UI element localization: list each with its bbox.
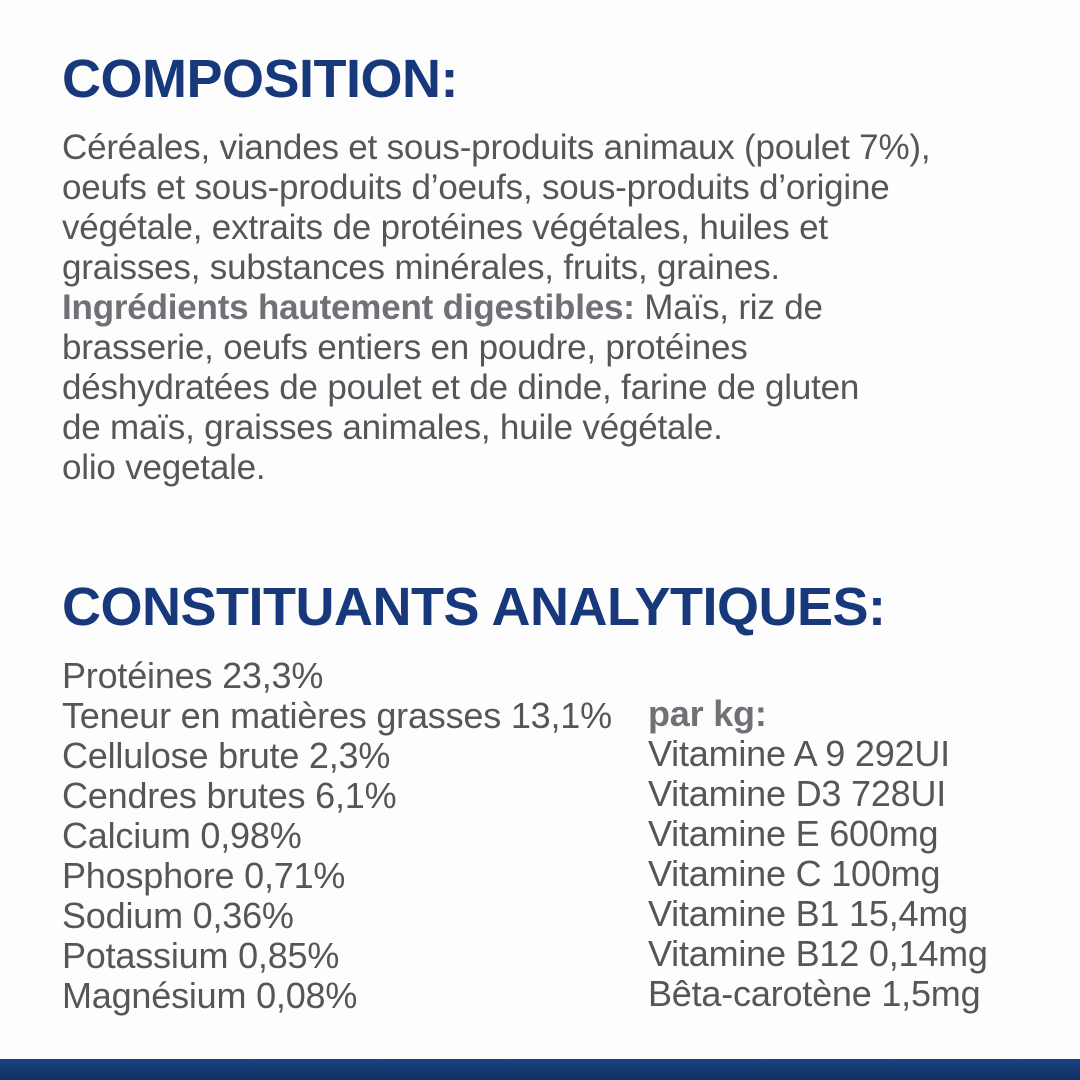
per-kg-vitamins-list xyxy=(648,694,988,1014)
vitamin-item-e: Vitamine E 600mg xyxy=(648,813,939,854)
composition-line: olio vegetale. xyxy=(62,448,266,487)
footer-accent-bar xyxy=(0,1059,1080,1080)
vitamin-item-b1: Vitamine B1 15,4mg xyxy=(648,893,968,934)
analytic-item-matieres-grasses: Teneur en matières grasses 13,1% xyxy=(62,695,612,736)
highly-digestible-lead-in: Ingrédients hautement digestibles: xyxy=(62,288,635,327)
composition-line: brasserie, oeufs entiers en poudre, protéines xyxy=(62,328,748,367)
composition-line: de maïs, graisses animales, huile végétale. xyxy=(62,408,723,447)
analytic-item-cellulose: Cellulose brute 2,3% xyxy=(62,735,391,776)
composition-line: déshydratées de poulet et de dinde, farine de gluten xyxy=(62,368,860,407)
vitamin-item-a: Vitamine A 9 292UI xyxy=(648,733,950,774)
analytic-item-phosphore: Phosphore 0,71% xyxy=(62,855,346,896)
composition-line-highly-digestible: Ingrédients hautement digestibles: Maïs, riz de xyxy=(62,288,823,327)
vitamin-item-b12: Vitamine B12 0,14mg xyxy=(648,933,988,974)
composition-paragraph xyxy=(62,128,1042,488)
analytic-item-cendres: Cendres brutes 6,1% xyxy=(62,775,397,816)
analytic-item-proteines: Protéines 23,3% xyxy=(62,655,324,696)
analytical-constituents-title: CONSTITUANTS ANALYTIQUES: xyxy=(62,577,886,637)
analytic-item-calcium: Calcium 0,98% xyxy=(62,815,302,856)
vitamin-item-d3: Vitamine D3 728UI xyxy=(648,773,947,814)
composition-line: oeufs et sous-produits d’oeufs, sous-produits d’origine xyxy=(62,168,890,207)
analytical-constituents-list xyxy=(62,656,612,1016)
composition-line: graisses, substances minérales, fruits, graines. xyxy=(62,248,780,287)
analytic-item-potassium: Potassium 0,85% xyxy=(62,935,340,976)
analytic-item-sodium: Sodium 0,36% xyxy=(62,895,294,936)
analytic-item-magnesium: Magnésium 0,08% xyxy=(62,975,358,1016)
composition-line: végétale, extraits de protéines végétales, huiles et xyxy=(62,208,828,247)
composition-title: COMPOSITION: xyxy=(62,49,458,109)
vitamin-item-c: Vitamine C 100mg xyxy=(648,853,941,894)
per-kg-header: par kg: xyxy=(648,693,767,734)
composition-line: Céréales, viandes et sous-produits animaux (poulet 7%), xyxy=(62,128,931,167)
vitamin-item-beta-carotene: Bêta-carotène 1,5mg xyxy=(648,973,981,1014)
